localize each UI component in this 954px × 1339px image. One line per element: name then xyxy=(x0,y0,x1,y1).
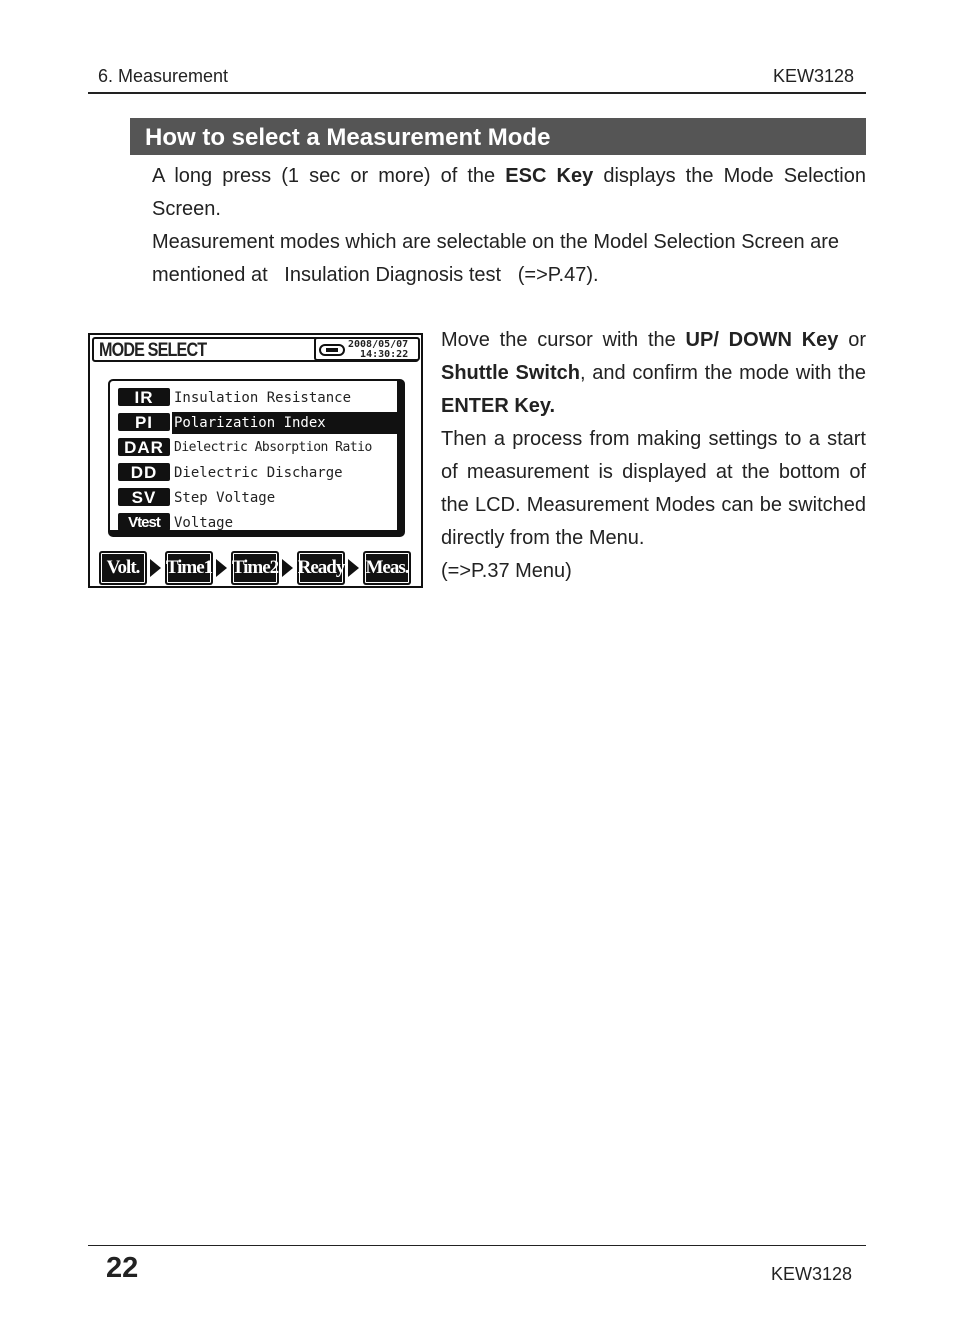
shuttle-switch-label: Shuttle Switch xyxy=(441,362,580,384)
mode-badge: PI xyxy=(118,413,170,431)
lcd-screen xyxy=(88,333,423,588)
mode-label: Polarization Index xyxy=(174,415,326,431)
arrow-right-icon xyxy=(150,559,161,577)
mode-badge: IR xyxy=(118,388,170,406)
mode-row-sv[interactable] xyxy=(118,487,398,507)
side-paragraph-1 xyxy=(441,324,866,423)
lcd-date: 2008/05/07 xyxy=(348,339,409,350)
footer-rule xyxy=(88,1245,866,1246)
page-number: 22 xyxy=(106,1252,139,1284)
sequence-step-ready: Ready xyxy=(297,551,345,585)
lcd-title: MODE SELECT xyxy=(99,340,207,361)
mode-row-dar[interactable] xyxy=(118,437,398,457)
intro-paragraph-2: Measurement modes which are selectable on the Model Selection Screen are mentioned at Insulation Diagnosis test (=>P.47). xyxy=(152,231,840,286)
mode-row-dd[interactable] xyxy=(118,462,398,482)
mode-row-pi[interactable] xyxy=(118,412,398,432)
mode-label-area xyxy=(172,512,398,534)
mode-label: Voltage xyxy=(174,515,234,531)
intro-text-1a: A long press (1 sec or more) of the xyxy=(152,165,506,187)
mode-label: Dielectric Absorption Ratio xyxy=(174,440,372,455)
intro-text-1b: displays the Mode Selection Screen. xyxy=(152,165,866,220)
lcd-clock xyxy=(314,337,420,361)
arrow-right-icon xyxy=(348,559,359,577)
mode-label-area xyxy=(172,462,398,484)
lcd-datetime xyxy=(348,340,408,360)
mode-label-area xyxy=(172,412,398,434)
header-rule xyxy=(88,92,866,94)
header-section: 6. Measurement xyxy=(98,66,229,86)
mode-badge: DD xyxy=(118,463,170,481)
lcd-time: 14:30:22 xyxy=(360,349,409,360)
mode-badge: SV xyxy=(118,488,170,506)
sequence-step-meas: Meas. xyxy=(363,551,411,585)
arrow-right-icon xyxy=(282,559,293,577)
header-model: KEW3128 xyxy=(772,66,854,86)
sequence-step-time2: Time2 xyxy=(231,551,279,585)
side-paragraph-2: Then a process from making settings to a start of measurement is displayed at the bottom of the LCD. Measurement Modes can be switched directly from the Menu. xyxy=(441,428,866,549)
plug-icon xyxy=(319,344,345,356)
intro-text xyxy=(152,160,866,292)
up-down-key-label: UP/ DOWN Key xyxy=(685,329,839,351)
enter-key-label: ENTER Key. xyxy=(441,395,556,417)
intro-paragraph-1 xyxy=(152,160,866,226)
arrow-right-icon xyxy=(216,559,227,577)
esc-key-label: ESC Key xyxy=(505,165,594,187)
mode-label: Insulation Resistance xyxy=(174,390,352,406)
side-paragraph-3: (=>P.37 Menu) xyxy=(441,560,572,582)
mode-label-area xyxy=(172,387,398,409)
side-text-2: or xyxy=(838,329,866,351)
mode-label-area xyxy=(172,487,398,509)
footer-model: KEW3128 xyxy=(770,1264,852,1284)
measurement-sequence xyxy=(99,551,419,585)
sequence-step-time1: Time1 xyxy=(165,551,213,585)
mode-row-ir[interactable] xyxy=(118,387,398,407)
sequence-step-volt: Volt. xyxy=(99,551,147,585)
side-text-1: Move the cursor with the xyxy=(441,329,686,351)
mode-label: Step Voltage xyxy=(174,490,276,506)
side-text xyxy=(441,324,866,588)
mode-badge: Vtest xyxy=(118,513,170,531)
mode-row-vtest[interactable] xyxy=(118,512,398,532)
mode-badge: DAR xyxy=(118,438,170,456)
mode-label: Dielectric Discharge xyxy=(174,465,343,481)
mode-label-area xyxy=(172,437,398,459)
section-title: How to select a Measurement Mode xyxy=(130,118,866,155)
side-text-3: , and confirm the mode with the xyxy=(579,362,866,384)
